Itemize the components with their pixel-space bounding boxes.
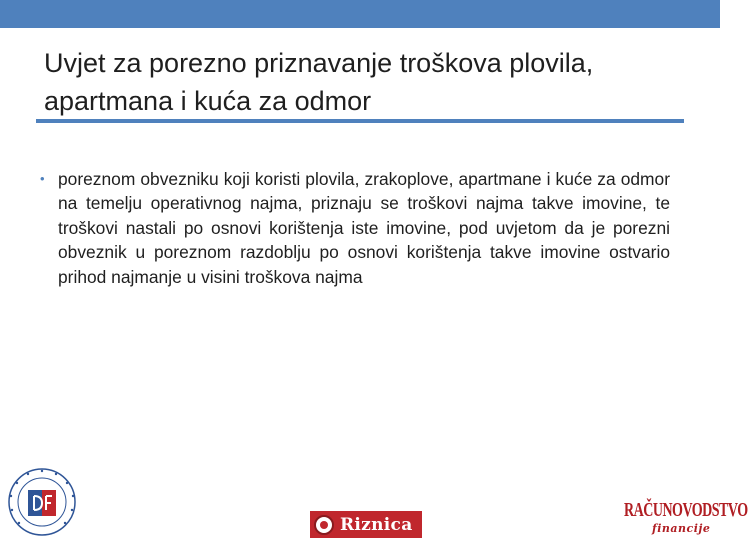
bullet-marker: • [40, 171, 45, 186]
racunovodstvo-logo-text: RAČUNOVODSTVO [624, 500, 748, 522]
top-accent-bar [0, 0, 720, 28]
riznica-logo [310, 511, 422, 538]
bullet-text: poreznom obvezniku koji koristi plovila, zrakoplove, apartmane i kuće za odmor na temelju operativnog najma, priznaju se troškovi najma takve imovine, te troškovi nastali po osnovi korištenja iste imovine, pod uvjetom da je porezni obveznik u poreznom razdoblju po osnovi korištenja takve imovine ostvario prihod najmanje u visini troškova najma [58, 169, 670, 287]
title-underline [36, 119, 684, 123]
slide-title: Uvjet za porezno priznavanje troškova plovila, apartmana i kuća za odmor [44, 48, 594, 116]
racunovodstvo-financije-logo [622, 500, 748, 540]
riznica-logo-text: Riznica [340, 514, 413, 535]
financije-logo-text: financije [652, 522, 711, 535]
riznica-emblem-icon [314, 515, 334, 535]
association-seal-logo-icon [6, 466, 78, 538]
